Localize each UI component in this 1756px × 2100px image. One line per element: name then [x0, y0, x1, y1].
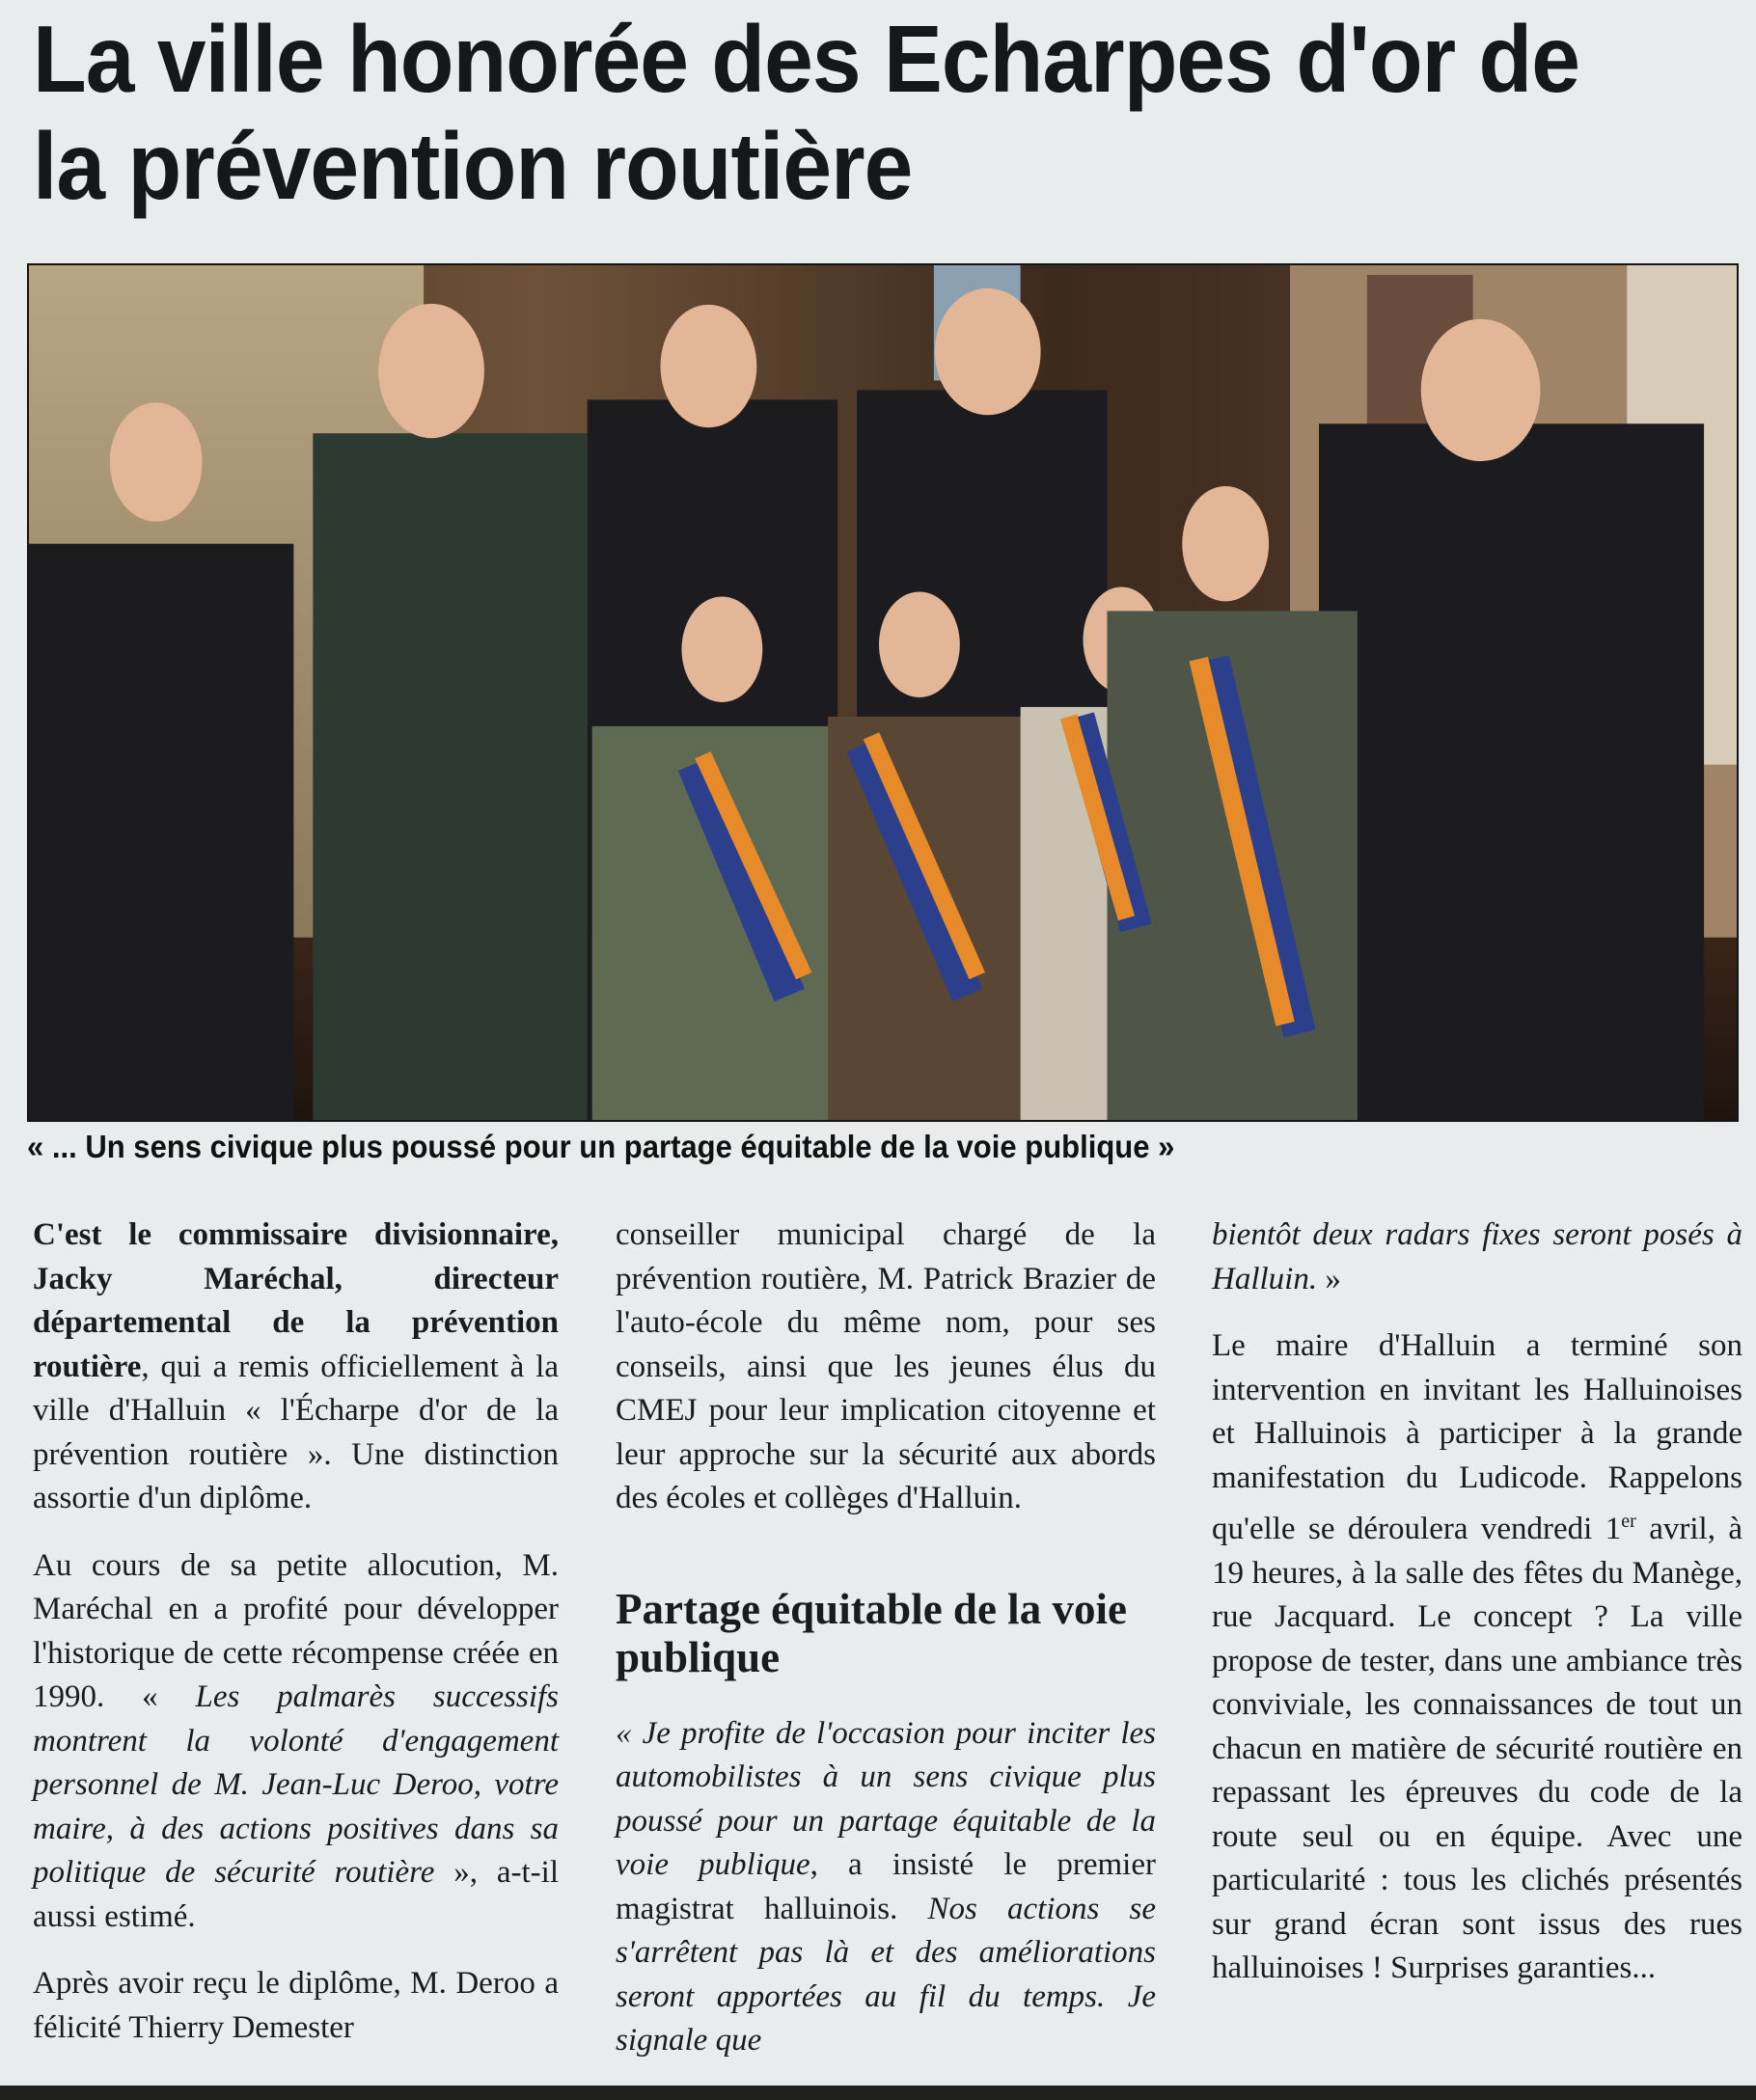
- paragraph: [616, 1214, 1156, 1521]
- superscript: er: [1621, 1511, 1636, 1532]
- paragraph: [33, 1544, 559, 1940]
- paragraph: [1212, 1214, 1742, 1301]
- lead-text: C'est le commissaire divisionnaire, Jacky Maréchal, directeur départemental de la prévention routière: [33, 1217, 559, 1384]
- paragraph: [616, 1712, 1156, 2063]
- group-photo: [27, 263, 1739, 1122]
- quote-text: « Je profite de l'occasion pour inciter les automobilistes à un sens civique plus poussé pour un partage équitable de la voie publique: [616, 1715, 1156, 1882]
- photo-caption: « ... Un sens civique plus poussé pour un partage équitable de la voie publique »: [27, 1129, 1175, 1164]
- paragraph: [33, 1962, 559, 2050]
- article-column-3: [1212, 1214, 1742, 2014]
- quote-text: Les palmarès successifs montrent la volonté d'engagement personnel de M. Jean-Luc Deroo, votre maire, à des actions positives dans sa politique de sécurité routière: [33, 1679, 560, 1890]
- paragraph-text: avril, à 19 heures, à la salle des fêtes du Manège, rue Jacquard. Le concept ? La ville propose de tester, dans une ambiance très conviviale, les connaissances de tout un chacun en matière de sécurité routière en repassant les épreuves du code de la route seul ou en équipe. Avec une particularité : tous les clichés présentés sur grand écran sont issus des rues halluinoises ! Surprises garanties...: [1212, 1512, 1743, 1985]
- paragraph-text: , a insisté le premier magistrat halluinois.: [616, 1847, 1156, 1926]
- page-edge: [0, 2086, 1756, 2100]
- photo-illustration: [29, 265, 1737, 1120]
- paragraph-text: Le maire d'Halluin a terminé son intervention en invitant les Halluinoises et Halluinois à participer à la grande manifestation du Ludicode. Rappelons qu'elle se déroulera vendredi 1: [1212, 1328, 1742, 1546]
- paragraph-text: Au cours de sa petite allocution, M. Maréchal en a profité pour développer l'historique de cette récompense créée en 1990. «: [33, 1547, 559, 1714]
- paragraph-text: , qui a remis officiellement à la ville d'Halluin « l'Écharpe d'or de la prévention routière ». Une distinction assortie d'un diplôme.: [33, 1349, 559, 1515]
- paragraph-text: Après avoir reçu le diplôme, M. Deroo a félicité Thierry Demester: [33, 1966, 559, 2045]
- headline: La ville honorée des Echarpes d'or de la prévention routière: [33, 6, 1580, 219]
- subheading: Partage équitable de la voie publique: [616, 1584, 1127, 1681]
- article-column-1: [33, 1214, 559, 2073]
- quote-text: Nos actions se s'arrêtent pas là et des améliorations seront apportées au fil du temps. Je signale que: [616, 1891, 1157, 2058]
- paragraph-text: »: [1317, 1261, 1341, 1296]
- paragraph: [33, 1214, 559, 1521]
- article-column-2: [616, 1214, 1156, 2086]
- paragraph-text: », a-t-il aussi estimé.: [33, 1855, 559, 1934]
- paragraph-text: conseiller municipal chargé de la prévention routière, M. Patrick Brazier de l'auto-école du même nom, pour ses conseils, ainsi que les jeunes élus du CMEJ pour leur implication citoyenne et leur approche sur la sécurité aux abords des écoles et collèges d'Halluin.: [616, 1217, 1156, 1515]
- quote-text: bientôt deux radars fixes seront posés à Halluin.: [1212, 1217, 1742, 1296]
- paragraph: [1212, 1324, 1742, 1991]
